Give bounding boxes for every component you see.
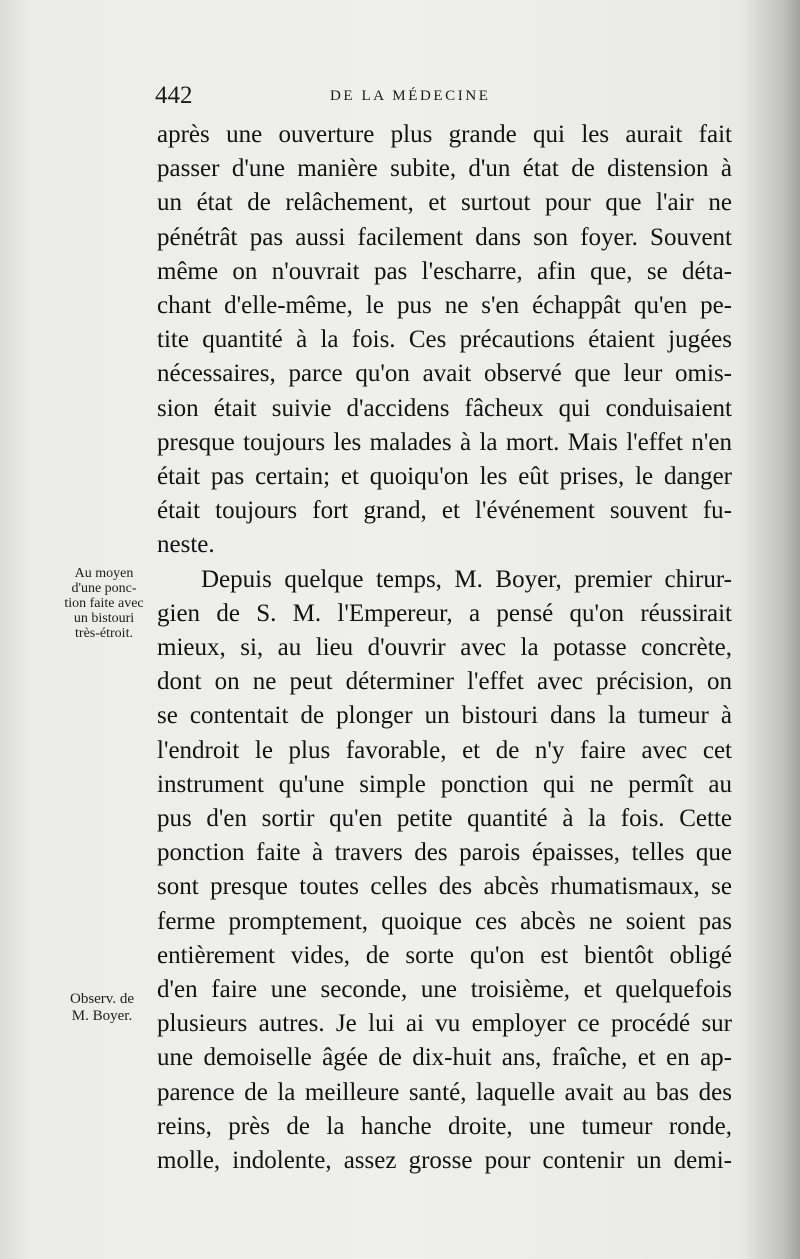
text-line: entièrement vides, de sorte qu'on est bientôt obligé [157, 941, 732, 969]
margin-note-ponction [56, 566, 152, 641]
text-line: pénétrât pas aussi facilement dans son foyer. Souvent [157, 223, 732, 251]
text-line: molle, indolente, assez grosse pour contenir un demi- [157, 1147, 732, 1175]
text-line: se contentait de plonger un bistouri dans la tumeur à [157, 702, 732, 730]
text-line: neste. [157, 531, 215, 559]
text-line: parence de la meilleure santé, laquelle avait au bas des [157, 1078, 732, 1106]
margin-note-observation [54, 991, 150, 1025]
running-head: DE LA MÉDECINE [330, 88, 491, 104]
text-line: sont presque toutes celles des abcès rhumatismaux, se [157, 873, 732, 901]
text-line: gien de S. M. l'Empereur, a pensé qu'on réussirait [157, 599, 732, 627]
text-line: tite quantité à la fois. Ces précautions étaient jugées [157, 326, 732, 354]
text-line: après une ouverture plus grande qui les aurait fait [157, 121, 732, 148]
text-line: sion était suivie d'accidens fâcheux qui conduisaient [157, 394, 732, 422]
text-line: Depuis quelque temps, M. Boyer, premier chirur- [201, 565, 732, 593]
text-line: instrument qu'une simple ponction qui ne permît au [157, 770, 732, 798]
text-line: était pas certain; et quoiqu'on les eût prises, le danger [157, 463, 732, 491]
text-line: plusieurs autres. Je lui ai vu employer ce procédé sur [157, 1010, 732, 1038]
text-line: passer d'une manière subite, d'un état de distension à [157, 155, 732, 183]
text-line: chant d'elle-même, le pus ne s'en échappât qu'en pe- [157, 292, 732, 320]
text-line: était toujours fort grand, et l'événement souvent fu- [157, 497, 732, 525]
margin-note-line: tion faite avec [64, 596, 144, 611]
margin-note-line: Observ. de [69, 991, 134, 1007]
text-line: une demoiselle âgée de dix-huit ans, fraîche, et en ap- [157, 1044, 732, 1072]
text-line: dont on ne peut déterminer l'effet avec précision, on [157, 668, 732, 696]
page-edge-shadow [745, 0, 800, 1259]
text-line: presque toujours les malades à la mort. Mais l'effet n'en [157, 428, 732, 456]
text-line: ferme promptement, quoique ces abcès ne soient pas [157, 907, 732, 935]
margin-note-line: Au moyen [74, 566, 134, 581]
margin-note-line: M. Boyer. [71, 1008, 133, 1024]
text-line: même on n'ouvrait pas l'escharre, afin que, se déta- [157, 257, 732, 285]
text-line: reins, près de la hanche droite, une tumeur ronde, [157, 1112, 732, 1140]
text-line: mieux, si, au lieu d'ouvrir avec la potasse concrète, [157, 634, 732, 662]
margin-note-line: un bistouri [73, 611, 135, 626]
page-number: 442 [155, 82, 193, 109]
text-line: nécessaires, parce qu'on avait observé que leur omis- [157, 360, 732, 388]
text-line: l'endroit le plus favorable, et de n'y faire avec cet [157, 736, 732, 764]
body-text [157, 118, 732, 1178]
text-line: un état de relâchement, et surtout pour que l'air ne [157, 189, 732, 217]
margin-note-line: très-étroit. [75, 626, 133, 641]
text-line: ponction faite à travers des parois épaisses, telles que [157, 839, 732, 867]
text-line: pus d'en sortir qu'en petite quantité à la fois. Cette [157, 805, 732, 833]
text-line: d'en faire une seconde, une troisième, et quelquefois [157, 976, 732, 1004]
margin-note-line: d'une ponc- [71, 581, 137, 596]
page-header [155, 82, 735, 112]
